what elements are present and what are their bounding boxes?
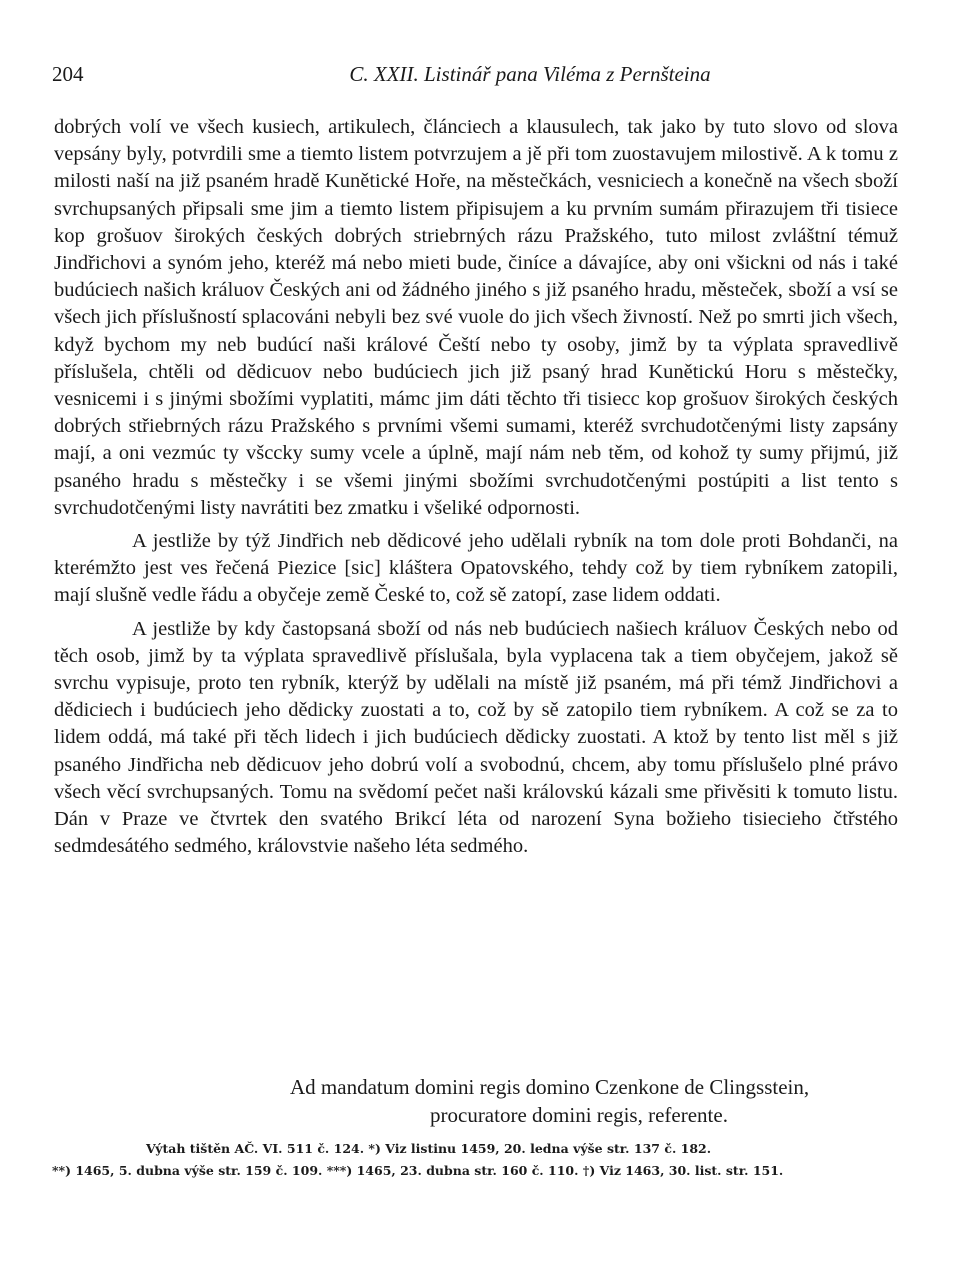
page-header (52, 62, 908, 90)
paragraph: A jestliže by týž Jindřich neb dědicové jeho udělali rybník na tom dole proti Bohdanči, na kterémžto jest ves řečená Piezice [sic] kláštera Opatovského, tehdy což by tiem rybníkem zatopili, mají slušně vedle řádu a obyčeje země České to, což sě zatopí, zase lidem oddati. (54, 530, 898, 607)
body-text (54, 114, 898, 860)
footnote-line: **) 1465, 5. dubna výše str. 159 č. 109. ***) 1465, 23. dubna str. 160 č. 110. †) Viz 1463, 30. list. str. 151. (52, 1163, 784, 1178)
paragraph: dobrých volí ve všech kusiech, artikulech, článciech a klausulech, tak jako by tuto slovo od slova vepsány byly, potvrdili sme a tiemto listem potvrzujem a jě při tom zuostavujem milostivě. A k tomu z milosti naší na již psaném hradě Kunětické Hoře, na městečkách, vesniciech a konečně na všech sboží svrchupsaných připsali sme jim a tiemto listem připisujem a ku prvním sumám přirazujem tři tisiece kop grošuov širokých českých dobrých striebrných rázu Pražského, tuto milost zvláštní témuž Jindřichovi a synóm jeho, kteréž má nebo mieti bude, činíce a dávajíce, aby oni všickni od nás i také budúciech našich králuov Českých ani od žádného jiného s již psaného hradu, městeček, sboží a vsí se všech jich příslušností splacováni nebyli bez své vuole do jich všech živností. Než po smrti jich všech, když bychom my neb budúcí naši králové Čeští nebo ty osoby, jimž by ta výplata spravedlivě příslušela, chtěli od dědicuov nebo budúciech jich již psaný hrad Kunětickú Horu s městečky, vesnicemi i s jinými sbožími vyplatiti, mámc jim dáti těchto tři tisiecc kop grošuov širokých českých dobrých střiebrných rázu Pražského s prvními všemi sumami, kteréž svrchudotčenými listy zapsány mají, a oni vezmúc ty všccky sumy vcele a úplně, mají nám neb těm, od kohož ty sumy přijmú, již psaného hradu s městečky i se všemi jinými sbožími svrchudotčenými postúpiti a list tento s svrchudotčenými listy navrátiti bez zmatku i všeliké odpornosti. (54, 116, 898, 519)
page-number: 204 (52, 62, 84, 86)
footnote-line: Výtah tištěn AČ. VI. 511 č. 124. *) Viz listinu 1459, 20. ledna výše str. 137 č. 182. (146, 1141, 712, 1156)
running-head: C. XXII. Listinář pana Viléma z Pernšteina (349, 62, 711, 86)
footnotes (52, 1138, 912, 1182)
signature-block (290, 1073, 910, 1129)
signature-line: procuratore domini regis, referente. (430, 1103, 728, 1127)
signature-line: Ad mandatum domini regis domino Czenkone de Clingsstein, (290, 1075, 810, 1099)
paragraph: A jestliže by kdy častopsaná sboží od nás neb budúciech našiech králuov Českých nebo od těch osob, jimž by ta výplata spravedlivě příslušala, byla vyplacena tak a tiem obyčejem, jakož sě svrchu vypisuje, proto ten rybník, kterýž by udělali na místě již psaném, má při témž Jindřichovi a dědiciech i budúciech jeho dědicky zuostati a to, což by sě zatopilo tiem rybníkem. A což se za to lidem oddá, má také při těch lidech i jich budúciech dědicky zuostati. A ktož by tento list měl s již psaného Jindřicha neb dědicuov jeho dobrú volí a svobodnú, chcem, aby tomu příslušelo plné právo všech věcí svrchupsaných. Tomu na svědomí pečet naši královskú kázali sme přivěsiti k tomuto listu. Dán v Praze ve čtvrtek den svatého Brikcí léta od narození Syna božieho tisiecieho čtřstého sedmdesátého sedmého, královstvie našeho léta sedmého. (54, 617, 898, 858)
